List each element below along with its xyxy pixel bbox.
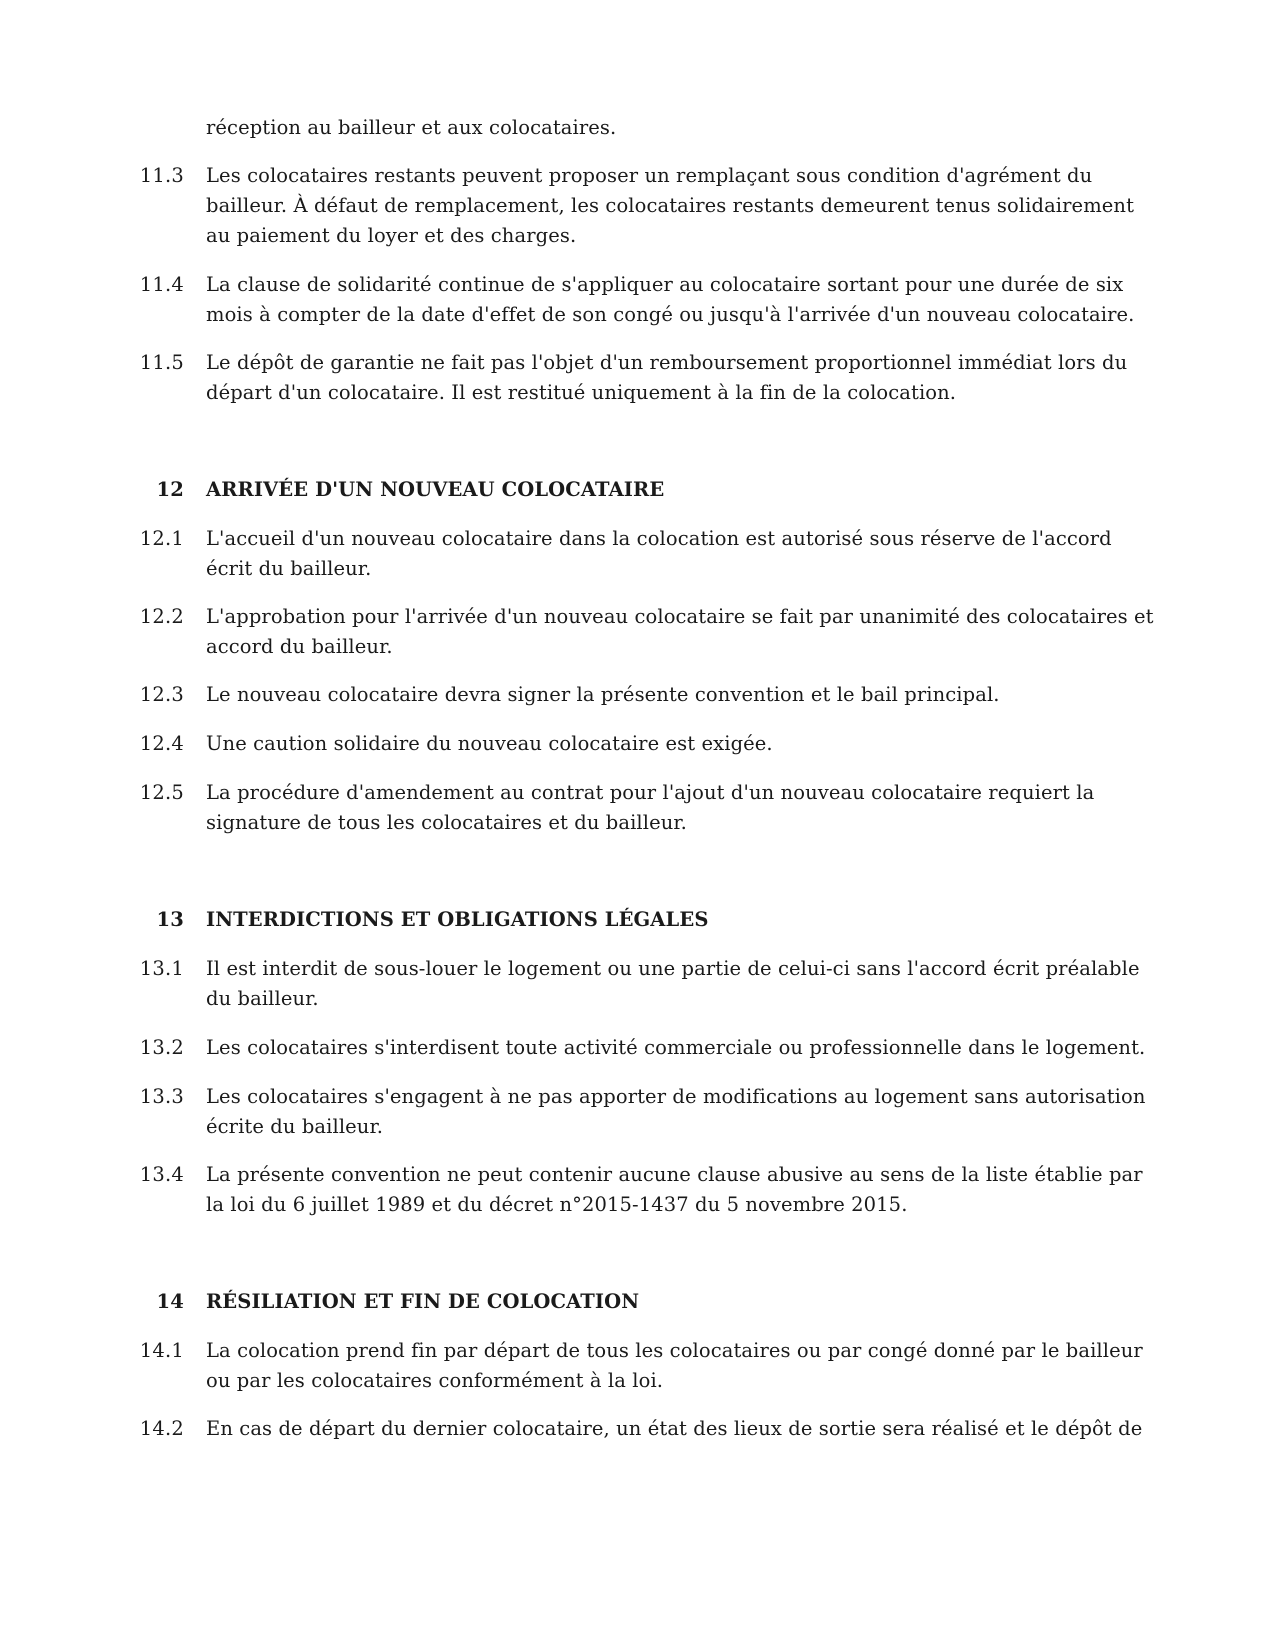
text-line: Les colocataires s'engagent à ne pas apporter de modifications au logement sans autorisation [206, 1085, 1146, 1108]
text-line: Le dépôt de garantie ne fait pas l'objet d'un remboursement proportionnel immédiat lors du [206, 351, 1128, 374]
text-line: La clause de solidarité continue de s'appliquer au colocataire sortant pour une durée de six [206, 273, 1124, 296]
text-line: la loi du 6 juillet 1989 et du décret n°2015-1437 du 5 novembre 2015. [206, 1193, 908, 1216]
text-line: réception au bailleur et aux colocataires. [206, 116, 617, 139]
clause-number: 13.1 [139, 957, 184, 980]
clause-number: 13.3 [139, 1085, 184, 1108]
text-line: accord du bailleur. [206, 635, 393, 658]
text-line: La présente convention ne peut contenir aucune clause abusive au sens de la liste établie par [206, 1163, 1143, 1186]
text-line: Les colocataires restants peuvent proposer un remplaçant sous condition d'agrément du [206, 164, 1093, 187]
text-line: L'approbation pour l'arrivée d'un nouveau colocataire se fait par unanimité des colocataires et [206, 605, 1154, 628]
clause-number: 12.3 [139, 683, 184, 706]
text-line: écrit du bailleur. [206, 557, 372, 580]
text-line: au paiement du loyer et des charges. [206, 224, 577, 247]
clause-number: 12.5 [139, 781, 184, 804]
text-line: bailleur. À défaut de remplacement, les colocataires restants demeurent tenus solidairement [206, 194, 1135, 217]
text-line: écrite du bailleur. [206, 1115, 384, 1138]
section-number: 13 [156, 908, 184, 931]
section-number: 12 [156, 478, 184, 501]
clause-number: 12.1 [139, 527, 184, 550]
text-line: Le nouveau colocataire devra signer la présente convention et le bail principal. [206, 683, 1000, 706]
clause-number: 13.2 [139, 1036, 184, 1059]
section-title: RÉSILIATION ET FIN DE COLOCATION [206, 1290, 640, 1313]
text-line: En cas de départ du dernier colocataire, un état des lieux de sortie sera réalisé et le dépôt de [206, 1417, 1143, 1440]
clause-number: 14.1 [139, 1339, 184, 1362]
text-line: L'accueil d'un nouveau colocataire dans la colocation est autorisé sous réserve de l'accord [206, 527, 1112, 550]
clause-number: 11.5 [139, 351, 184, 374]
section-title: ARRIVÉE D'UN NOUVEAU COLOCATAIRE [206, 478, 665, 501]
clause-number: 11.4 [139, 273, 184, 296]
section-number: 14 [156, 1290, 184, 1313]
text-line: La colocation prend fin par départ de tous les colocataires ou par congé donné par le bailleur [206, 1339, 1143, 1362]
text-line: Une caution solidaire du nouveau colocataire est exigée. [206, 732, 773, 755]
clause-number: 12.4 [139, 732, 184, 755]
section-title: INTERDICTIONS ET OBLIGATIONS LÉGALES [206, 908, 709, 931]
text-line: signature de tous les colocataires et du bailleur. [206, 811, 687, 834]
text-line: du bailleur. [206, 987, 319, 1010]
text-line: Il est interdit de sous-louer le logement ou une partie de celui-ci sans l'accord écrit préalable [206, 957, 1140, 980]
clause-number: 12.2 [139, 605, 184, 628]
text-line: La procédure d'amendement au contrat pour l'ajout d'un nouveau colocataire requiert la [206, 781, 1095, 804]
clause-number: 14.2 [139, 1417, 184, 1440]
clause-number: 13.4 [139, 1163, 184, 1186]
text-line: ou par les colocataires conformément à la loi. [206, 1369, 664, 1392]
text-line: mois à compter de la date d'effet de son congé ou jusqu'à l'arrivée d'un nouveau colocataire. [206, 303, 1135, 326]
text-line: Les colocataires s'interdisent toute activité commerciale ou professionnelle dans le logement. [206, 1036, 1146, 1059]
clause-number: 11.3 [139, 164, 184, 187]
text-line: départ d'un colocataire. Il est restitué uniquement à la fin de la colocation. [206, 381, 957, 404]
